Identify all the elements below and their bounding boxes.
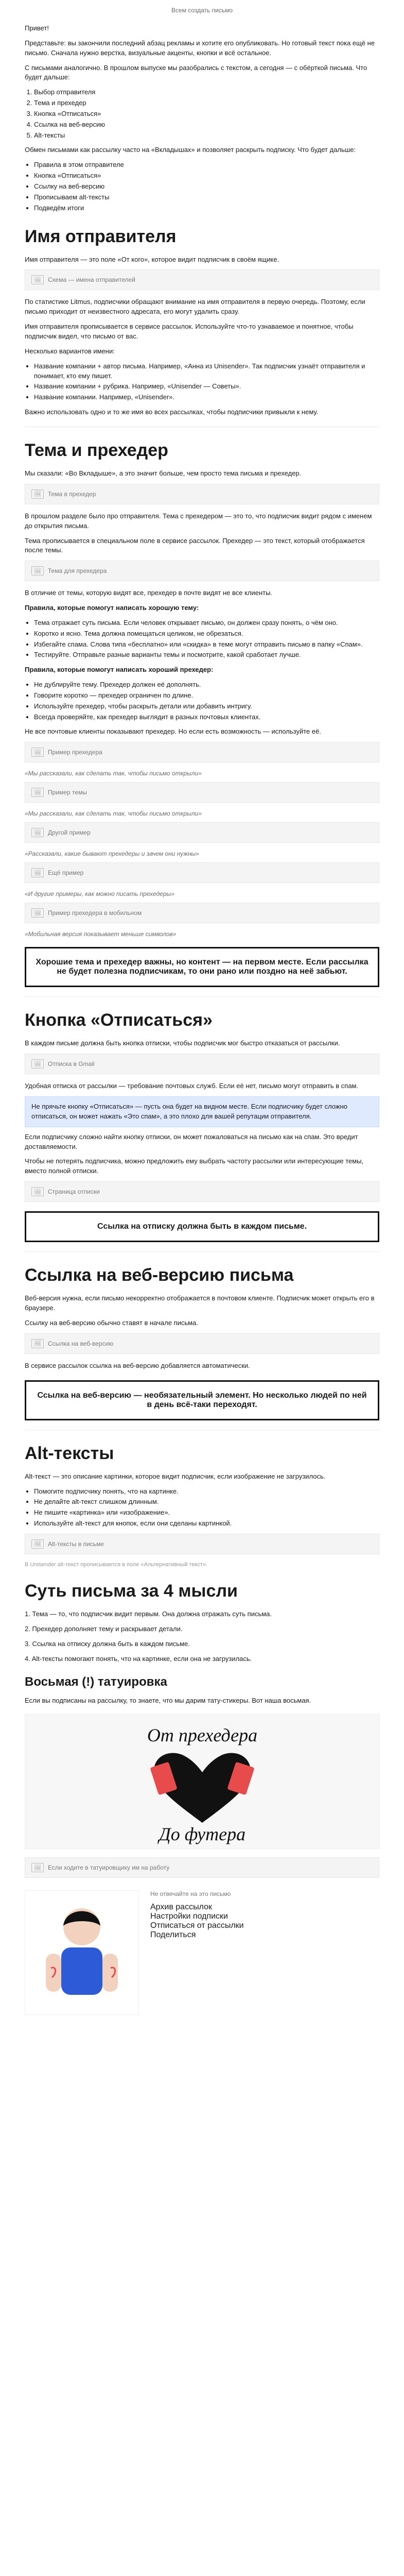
alt-list-item: • Помогите подписчику понять, что на картинке. <box>34 1487 379 1497</box>
image-icon: 🖼 <box>31 1539 44 1549</box>
image-placeholder-tattoo <box>25 1857 379 1878</box>
image-caption: Пример темы <box>48 789 87 796</box>
webversion-paragraph-3: В сервисе рассылок ссылка на веб-версию добавляется автоматически. <box>25 1361 250 1369</box>
portrait-svg <box>25 1891 138 2014</box>
subject-rules-title: Правила, которые помогут написать хорошую тему: <box>25 604 199 612</box>
sender-paragraph-2: По статистике Litmus, подписчики обращают внимание на имя отправителя в первую очередь. Поэтому, если письмо приходит от неизвестного адресата, его могут удалить сразу. <box>25 298 365 316</box>
image-icon: 🖼 <box>31 1339 44 1348</box>
sender-bullet: • Название компании. Например, «Unisender». <box>34 393 379 402</box>
summary-point: 1. Тема — то, что подписчик видит первым. Она должна отражать суть письма. <box>25 1610 272 1618</box>
footer-link[interactable]: Настройки подписки <box>150 1912 228 1921</box>
topbar-title: Всем создать письмо <box>171 7 233 14</box>
image-caption: Отписка в Gmail <box>48 1060 95 1068</box>
image-placeholder-subject-2 <box>25 561 379 581</box>
sender-bullet: • Название компании + рубрика. Например, «Unisender — Советы». <box>34 382 379 392</box>
section-title-summary: Суть письма за 4 мысли <box>25 1581 238 1601</box>
quote-3: «Рассказали, какие бывают прехедеры и зачем они нужны» <box>25 850 199 858</box>
image-placeholder-unsubscribe-2 <box>25 1181 379 1202</box>
footer-inline <box>150 1885 379 1940</box>
callout-webversion: Ссылка на веб-версию — необязательный элемент. Но несколько людей по ней в день всё-таки переходят. <box>25 1380 379 1420</box>
unsubscribe-paragraph-1: В каждом письме должна быть кнопка отписки, чтобы подписчик мог быстро отказаться от рассылки. <box>25 1039 340 1047</box>
image-placeholder-subject-1 <box>25 484 379 504</box>
subject-paragraph-1: Мы сказали: «Во Вкладыше», а это значит больше, чем просто тема письма и прехедер. <box>25 469 302 477</box>
section-title-unsubscribe: Кнопка «Отписаться» <box>25 1010 213 1030</box>
image-placeholder-sender <box>25 269 379 290</box>
callout-unsubscribe: Ссылка на отписку должна быть в каждом письме. <box>25 1211 379 1242</box>
image-icon: 🖼 <box>31 868 44 877</box>
footer-link[interactable]: Поделиться <box>150 1930 196 1940</box>
quote-1: «Мы рассказали, как сделать так, чтобы письмо открыли» <box>25 770 202 777</box>
footer-link[interactable]: Архив рассылок <box>150 1903 212 1912</box>
image-icon: 🖼 <box>31 489 44 499</box>
image-placeholder-alt-1 <box>25 1534 379 1554</box>
image-placeholder-subject-7 <box>25 903 379 923</box>
alt-list <box>25 1487 379 1529</box>
image-caption: Если ходите в татуировщику им на работу <box>48 1864 170 1872</box>
sender-paragraph-5: Важно использовать одно и то же имя во всех рассылках, чтобы подписчики привыкли к нему. <box>25 408 319 416</box>
image-placeholder-subject-5 <box>25 822 379 843</box>
image-placeholder-webversion-1 <box>25 1333 379 1354</box>
intro-list-item: 4. Ссылка на веб-версию <box>34 120 379 130</box>
unsubscribe-paragraph-2: Удобная отписка от рассылки — требование почтовых служб. Если её нет, письмо могут отправить в спам. <box>25 1082 359 1090</box>
tattoo-top-text: От прехедера <box>147 1725 258 1746</box>
section-title-tattoo: Восьмая (!) татуировка <box>25 1675 167 1689</box>
section-title-sender: Имя отправителя <box>25 226 177 246</box>
image-placeholder-unsubscribe-1 <box>25 1054 379 1074</box>
image-placeholder-subject-6 <box>25 862 379 883</box>
image-caption: Ещё пример <box>48 869 84 877</box>
sender-bullets <box>25 362 379 402</box>
intro-list2-item: • Кнопка «Отписаться» <box>34 171 379 181</box>
section-title-subject: Тема и прехедер <box>25 440 168 460</box>
image-caption: Схема — имена отправителей <box>48 276 135 284</box>
webversion-paragraph-2: Ссылку на веб-версию обычно ставят в начале письма. <box>25 1318 198 1327</box>
subject-paragraph-3: Тема прописывается в специальном поле в сервисе рассылок. Прехедер — это текст, который отображается после темы. <box>25 536 365 554</box>
sender-paragraph-3: Имя отправителя прописывается в сервисе рассылок. Используйте что-то узнаваемое и понятное, чтобы подписчик видел, что письмо от вас. <box>25 323 354 340</box>
intro-list2-item: • Правила в этом отправителе <box>34 160 379 170</box>
quote-5: «Мобильная версия показывает меньше символов» <box>25 930 177 938</box>
image-icon: 🖼 <box>31 908 44 918</box>
sender-paragraph-1: Имя отправителя — это поле «От кого», которое видит подписчик в своём ящике. <box>25 255 279 263</box>
preheader-rules-list <box>25 680 379 722</box>
preheader-rules-title: Правила, которые помогут написать хороший прехедер: <box>25 666 214 674</box>
preheader-rule: • Всегда проверяйте, как прехедер выглядит в разных почтовых клиентах. <box>34 713 379 722</box>
alt-paragraph-1: Alt-текст — это описание картинки, которое видит подписчик, если изображение не загрузилось. <box>25 1472 326 1480</box>
image-icon: 🖼 <box>31 275 44 284</box>
image-caption: Тема в прехедер <box>48 490 96 498</box>
image-icon: 🖼 <box>31 1059 44 1069</box>
unsubscribe-highlight: Не прячьте кнопку «Отписаться» — пусть она будет на видном месте. Если подписчику будет сложно отписаться, он может нажать «Это спам», а это плохо для вашей репутации отправителя. <box>25 1096 379 1127</box>
intro-list2-item: • Подведём итоги <box>34 204 379 213</box>
intro-list2-item: • Прописываем alt-тексты <box>34 193 379 202</box>
divider <box>25 996 379 997</box>
sender-paragraph-4: Несколько вариантов имени: <box>25 347 115 355</box>
footer-link[interactable]: Отписаться от рассылки <box>150 1921 244 1930</box>
image-caption: Пример прехедера <box>48 749 102 756</box>
image-caption: Alt-тексты в письме <box>48 1540 104 1548</box>
image-placeholder-subject-4 <box>25 782 379 803</box>
image-caption: Другой пример <box>48 829 91 837</box>
footer-note: Не отвечайте на это письмо <box>150 1890 231 1898</box>
callout-subject: Хорошие тема и прехедер важны, но контент — на первом месте. Если рассылка не будет полезна подписчикам, то они рано или поздно на неё забьют. <box>25 947 379 987</box>
alt-list-item: • Используйте alt-текст для кнопок, если они сделаны картинкой. <box>34 1519 379 1529</box>
tattoo-paragraph-1: Если вы подписаны на рассылку, то знаете, что мы дарим тату-стикеры. Вот наша восьмая. <box>25 1697 311 1705</box>
subject-paragraph-5: Не все почтовые клиенты показывают прехедер. Но если есть возможность — используйте её. <box>25 727 321 736</box>
top-bar <box>0 0 404 21</box>
sender-bullet: • Название компании + автор письма. Например, «Анна из Unisender». Так подписчик узнаёт отправителя и понимает, кто ему пишет. <box>34 362 379 381</box>
image-caption: Страница отписки <box>48 1188 100 1196</box>
subject-paragraph-4: В отличие от темы, которую видят все, прехедер в почте видят не все клиенты. <box>25 589 273 597</box>
subject-rule: • Коротко и ясно. Тема должна помещаться целиком, не обрезаться. <box>34 629 379 639</box>
portrait-illustration <box>25 1890 139 2015</box>
image-icon: 🖼 <box>31 748 44 757</box>
tattoo-row <box>25 1885 379 2020</box>
preheader-rule: • Говорите коротко — прехедер ограничен по длине. <box>34 691 379 701</box>
preheader-rule: • Используйте прехедер, чтобы раскрыть детали или добавить интригу. <box>34 702 379 711</box>
subject-rule: • Тема отражает суть письма. Если человек открывает письмо, он должен сразу понять, о чём оно. <box>34 618 379 628</box>
intro-list-item: 3. Кнопка «Отписаться» <box>34 109 379 119</box>
tattoo-artwork-svg <box>25 1715 379 1849</box>
footer-links <box>150 1903 379 1940</box>
intro-list-item: 1. Выбор отправителя <box>34 88 379 97</box>
intro-list <box>25 88 379 140</box>
intro-paragraph-3: Обмен письмами как рассылку часто на «Вкладышах» и позволяет раскрыть подписку. Что будет дальше: <box>25 146 356 154</box>
image-caption: Ссылка на веб-версию <box>48 1340 114 1347</box>
intro-paragraph-1: Представьте: вы закончили последний абзац рекламы и хотите его опубликовать. Но готовый текст пока ещё не письмо. Сначала нужно верстка, визуальные акценты, кнопки и всё остальное. <box>25 39 375 57</box>
intro-list-item: 5. Alt-тексты <box>34 131 379 141</box>
webversion-paragraph-1: Веб-версия нужна, если письмо некорректно отображается в почтовом клиенте. Подписчик может открыть его в браузере. <box>25 1294 375 1312</box>
intro-list-item: 2. Тема и прехедер <box>34 98 379 108</box>
intro-paragraph-2: С письмами аналогично. В прошлом выпуске мы разобрались с текстом, а сегодня — с обёрткой письма. Что будет дальше: <box>25 63 367 81</box>
tattoo-bottom-text: До футера <box>159 1824 246 1845</box>
greeting: Привет! <box>25 24 49 32</box>
image-caption: Пример прехедера в мобильном <box>48 909 142 917</box>
divider <box>25 1251 379 1252</box>
intro-list-2 <box>25 160 379 213</box>
image-icon: 🖼 <box>31 1187 44 1196</box>
alt-list-item: • Не делайте alt-текст слишком длинным. <box>34 1497 379 1507</box>
alt-mini-note: В Unisender alt-текст прописывается в поле «Альтернативный текст». <box>25 1561 208 1568</box>
unsubscribe-paragraph-3: Если подписчику сложно найти кнопку отписки, он может пожаловаться на письмо как на спам. Это вредит доставляемости. <box>25 1132 358 1150</box>
section-title-alt: Alt-тексты <box>25 1443 114 1463</box>
tattoo-artwork <box>25 1714 380 1849</box>
intro-list2-item: • Ссылку на веб-версию <box>34 182 379 192</box>
quote-4: «И другие примеры, как можно писать прехедеры» <box>25 890 174 898</box>
summary-point: 2. Прехедер дополняет тему и раскрывает детали. <box>25 1624 183 1633</box>
image-placeholder-subject-3 <box>25 742 379 762</box>
unsubscribe-paragraph-4: Чтобы не потерять подписчика, можно предложить ему выбрать частоту рассылки или интересующие темы, вместо полной отписки. <box>25 1157 364 1175</box>
subject-rule: • Тестируйте. Отправьте разные варианты темы и посмотрите, какой сработает лучше. <box>34 650 379 660</box>
section-title-webversion: Ссылка на веб-версию письма <box>25 1265 294 1285</box>
image-icon: 🖼 <box>31 566 44 575</box>
image-icon: 🖼 <box>31 828 44 837</box>
subject-rules-list <box>25 618 379 660</box>
summary-point: 3. Ссылка на отписку должна быть в каждом письме. <box>25 1639 190 1648</box>
email-content <box>0 24 404 2020</box>
subject-rule: • Избегайте спама. Слова типа «бесплатно» или «скидка» в теме могут отправить письмо в папку «Спам». <box>34 640 379 650</box>
image-icon: 🖼 <box>31 788 44 797</box>
image-icon: 🖼 <box>31 1863 44 1872</box>
preheader-rule: • Не дублируйте тему. Прехедер должен её дополнять. <box>34 680 379 690</box>
image-caption: Тема для прехедера <box>48 567 107 575</box>
summary-point: 4. Alt-тексты помогают понять, что на картинке, если она не загрузилась. <box>25 1654 252 1663</box>
quote-2: «Мы рассказали, как сделать так, чтобы письмо открыли» <box>25 810 202 818</box>
alt-list-item: • Не пишите «картинка» или «изображение». <box>34 1508 379 1518</box>
subject-paragraph-2: В прошлом разделе было про отправителя. Тема с прехедером — это то, что подписчик видит рядом с именем до открытия письма. <box>25 512 372 530</box>
